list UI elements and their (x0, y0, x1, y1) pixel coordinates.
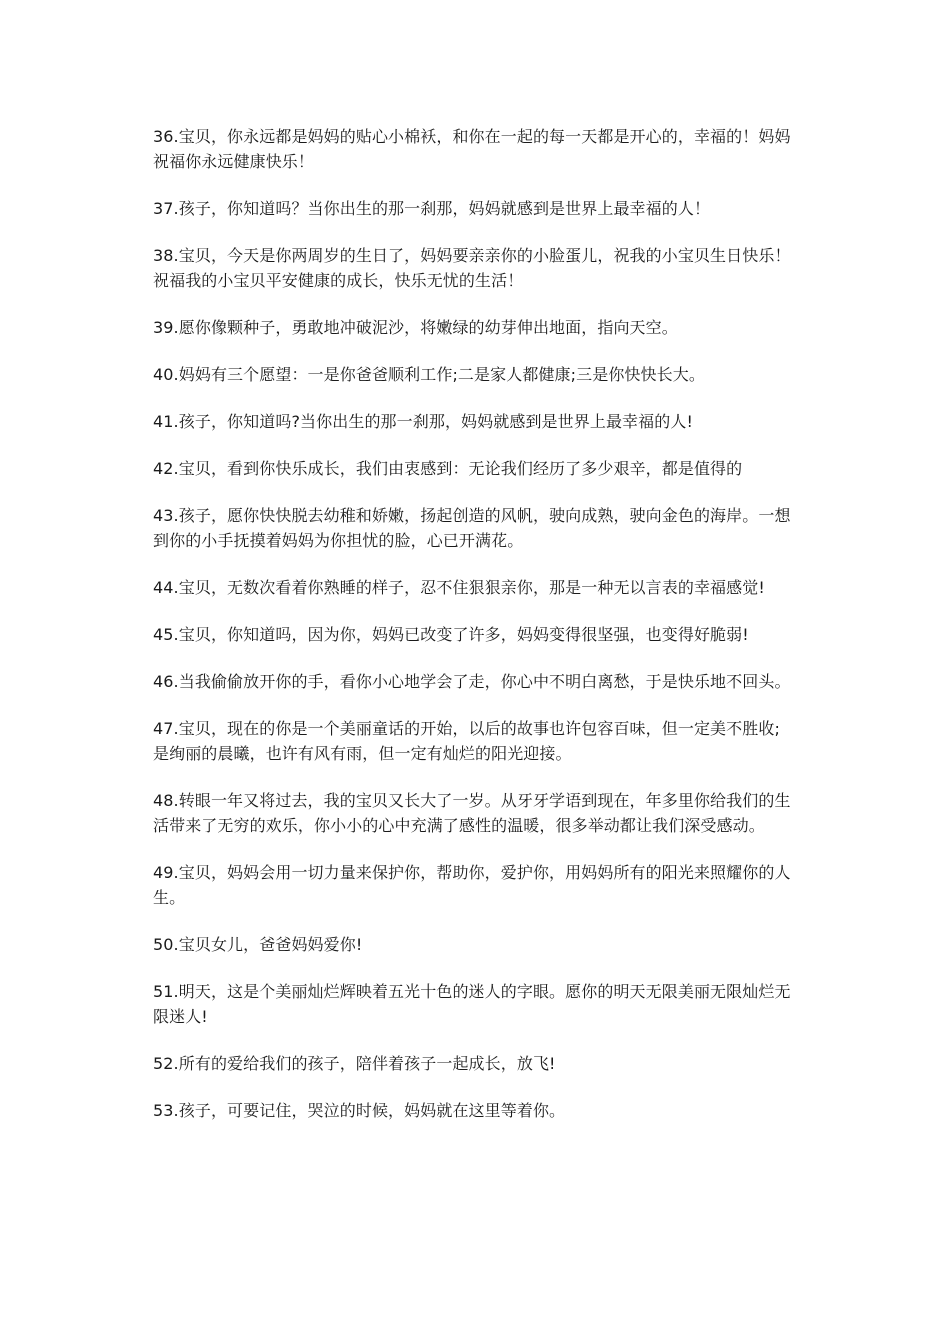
paragraph-47: 47.宝贝，现在的你是一个美丽童话的开始，以后的故事也许包容百味，但一定美不胜收;是绚丽的晨曦，也许有风有雨，但一定有灿烂的阳光迎接。 (153, 719, 780, 763)
paragraph-50: 50.宝贝女儿，爸爸妈妈爱你! (153, 935, 363, 954)
paragraph-37: 37.孩子，你知道吗？当你出生的那一刹那，妈妈就感到是世界上最幸福的人！ (153, 199, 711, 218)
paragraph-36: 36.宝贝，你永远都是妈妈的贴心小棉袄，和你在一起的每一天都是开心的，幸福的！妈妈祝福你永远健康快乐！ (153, 127, 791, 171)
paragraph-43: 43.孩子，愿你快快脱去幼稚和娇嫩，扬起创造的风帆，驶向成熟，驶向金色的海岸。一想到你的小手抚摸着妈妈为你担忧的脸，心已开满花。 (153, 506, 791, 550)
paragraph-45: 45.宝贝，你知道吗，因为你，妈妈已改变了许多，妈妈变得很坚强，也变得好脆弱! (153, 625, 749, 644)
paragraph-51: 51.明天，这是个美丽灿烂辉映着五光十色的迷人的字眼。愿你的明天无限美丽无限灿烂无限迷人! (153, 982, 791, 1026)
paragraph-52: 52.所有的爱给我们的孩子，陪伴着孩子一起成长，放飞! (153, 1054, 556, 1073)
paragraph-53: 53.孩子，可要记住，哭泣的时候，妈妈就在这里等着你。 (153, 1101, 566, 1120)
paragraph-49: 49.宝贝，妈妈会用一切力量来保护你，帮助你，爱护你，用妈妈所有的阳光来照耀你的人生。 (153, 863, 791, 907)
paragraph-40: 40.妈妈有三个愿望：一是你爸爸顺利工作;二是家人都健康;三是你快快长大。 (153, 365, 705, 384)
paragraph-46: 46.当我偷偷放开你的手，看你小心地学会了走，你心中不明白离愁，于是快乐地不回头。 (153, 672, 791, 691)
paragraph-42: 42.宝贝，看到你快乐成长，我们由衷感到：无论我们经历了多少艰辛，都是值得的 (153, 459, 743, 478)
paragraph-44: 44.宝贝，无数次看着你熟睡的样子，忍不住狠狠亲你，那是一种无以言表的幸福感觉! (153, 578, 765, 597)
paragraph-48: 48.转眼一年又将过去，我的宝贝又长大了一岁。从牙牙学语到现在，年多里你给我们的生活带来了无穷的欢乐，你小小的心中充满了感性的温暖，很多举动都让我们深受感动。 (153, 791, 791, 835)
document-body (153, 124, 793, 1145)
paragraph-41: 41.孩子，你知道吗?当你出生的那一刹那，妈妈就感到是世界上最幸福的人! (153, 412, 693, 431)
paragraph-38: 38.宝贝，今天是你两周岁的生日了，妈妈要亲亲你的小脸蛋儿，祝我的小宝贝生日快乐！祝福我的小宝贝平安健康的成长，快乐无忧的生活！ (153, 246, 791, 290)
paragraph-39: 39.愿你像颗种子，勇敢地冲破泥沙，将嫩绿的幼芽伸出地面，指向天空。 (153, 318, 678, 337)
